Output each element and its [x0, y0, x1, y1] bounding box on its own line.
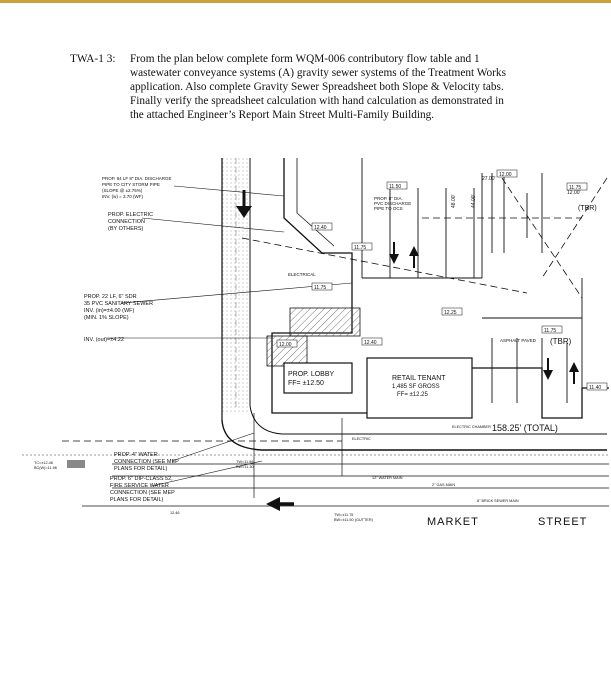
- svg-text:12.00: 12.00: [279, 342, 292, 348]
- svg-text:BC(W)=11.96: BC(W)=11.96: [34, 466, 57, 470]
- svg-text:PIPE TO OCS: PIPE TO OCS: [374, 206, 403, 211]
- svg-text:12.40: 12.40: [364, 340, 377, 346]
- svg-text:11.75: 11.75: [354, 245, 367, 251]
- street-name-right: STREET: [538, 516, 588, 528]
- svg-text:PIPE TO CITY STORM PIPE: PIPE TO CITY STORM PIPE: [102, 182, 160, 187]
- svg-text:ELECTRIC: ELECTRIC: [352, 437, 371, 441]
- question-text: [70, 52, 550, 122]
- site-plan-drawing: [22, 158, 609, 536]
- question-line: From the plan below complete form WQM-006 contributory flow table and 1: [130, 53, 480, 65]
- svg-text:11.40: 11.40: [589, 385, 602, 391]
- svg-text:11.75: 11.75: [544, 328, 557, 334]
- tbr-mid-label: (TBR): [550, 337, 572, 346]
- svg-text:BW=±11.50 (GUTTER): BW=±11.50 (GUTTER): [334, 518, 373, 522]
- svg-text:BW=11.30: BW=11.30: [236, 465, 254, 469]
- svg-text:INV. (in)=±4.00 (WF): INV. (in)=±4.00 (WF): [84, 308, 135, 314]
- dim-27: 27.00': [482, 176, 496, 182]
- retail-ff: FF= ±12.25: [397, 392, 428, 398]
- electrical-label: ELECTRICAL: [288, 272, 316, 277]
- svg-text:11.75: 11.75: [569, 185, 582, 191]
- dim-44: 44.00': [471, 194, 477, 208]
- svg-text:CONNECTION (SEE MEP: CONNECTION (SEE MEP: [110, 490, 175, 496]
- svg-text:8" BRICK SEWER MAIN: 8" BRICK SEWER MAIN: [477, 499, 519, 503]
- svg-text:12.25: 12.25: [444, 310, 457, 316]
- svg-text:ELECTRIC CHAMBER: ELECTRIC CHAMBER: [452, 425, 491, 429]
- svg-text:INV. (w) = 3.70 (WF): INV. (w) = 3.70 (WF): [102, 194, 143, 199]
- svg-text:PVC DISCHARGE: PVC DISCHARGE: [374, 201, 412, 206]
- inv-out-label: INV. (out)=±4.22: [84, 337, 124, 343]
- question-body: [130, 52, 550, 122]
- question-line: application. Also complete Gravity Sewer Spreadsheet both Slope & Velocity tabs.: [130, 81, 504, 93]
- total-dimension: 158.25' (TOTAL): [492, 423, 558, 433]
- svg-text:FIRE SERVICE WATER: FIRE SERVICE WATER: [110, 483, 169, 489]
- svg-text:CONNECTION (SEE MEP: CONNECTION (SEE MEP: [114, 459, 179, 465]
- svg-text:(SLOPE @ ±2.75%): (SLOPE @ ±2.75%): [102, 188, 143, 193]
- street-name-left: MARKET: [427, 516, 479, 528]
- top-accent-bar: [0, 0, 611, 3]
- retail-label: RETAIL TENANT: [392, 375, 446, 382]
- svg-text:PROP. 84 LF 8" DIA. DISCHARGE: PROP. 84 LF 8" DIA. DISCHARGE: [102, 176, 172, 181]
- svg-text:11.50: 11.50: [389, 184, 402, 190]
- site-plan-svg: [22, 158, 609, 536]
- svg-text:12.40: 12.40: [314, 225, 327, 231]
- callout-8dia: [374, 196, 411, 211]
- callout-electric: [108, 212, 153, 232]
- svg-text:PROP. ELECTRIC: PROP. ELECTRIC: [108, 212, 154, 218]
- svg-text:12" WATER MAIN: 12" WATER MAIN: [372, 476, 403, 480]
- asphalt-label: ASPHALT PAVED: [500, 338, 536, 343]
- svg-text:11.75: 11.75: [314, 285, 327, 291]
- hatched-area: [290, 308, 360, 336]
- question-line: Finally verify the spreadsheet calculation with hand calculation as demonstrated in: [130, 95, 504, 107]
- lobby-box: [284, 363, 352, 393]
- svg-text:12.00: 12.00: [499, 172, 512, 178]
- svg-text:TW=±11.75: TW=±11.75: [334, 513, 354, 517]
- svg-text:PLANS FOR DETAIL): PLANS FOR DETAIL): [110, 497, 164, 503]
- svg-text:12.46: 12.46: [170, 511, 180, 515]
- callout-water: [114, 452, 179, 472]
- question-number: TWA-1 3:: [70, 53, 116, 65]
- callout-discharge: [102, 176, 172, 199]
- dim-12: 12.00': [567, 190, 581, 196]
- callout-fire: [110, 476, 175, 503]
- svg-text:(BY OTHERS): (BY OTHERS): [108, 226, 144, 232]
- svg-text:PROP. 8" DIA.: PROP. 8" DIA.: [374, 196, 403, 201]
- svg-text:(MIN. 1% SLOPE): (MIN. 1% SLOPE): [84, 315, 129, 321]
- svg-text:35 PVC SANITARY SEWER: 35 PVC SANITARY SEWER: [84, 301, 154, 307]
- svg-text:CONNECTION: CONNECTION: [108, 219, 145, 225]
- lobby-ff: FF= ±12.50: [288, 380, 324, 387]
- question-line: wastewater conveyance systems (A) gravity sewer systems of the Treatment Works: [130, 67, 506, 79]
- svg-text:PROP. 22 LF, 6" SDR: PROP. 22 LF, 6" SDR: [84, 294, 137, 300]
- tbr-top-label: (TBR): [578, 205, 597, 212]
- question-line: the attached Engineer’s Report Main Street Multi-Family Building.: [130, 109, 435, 121]
- svg-text:PLANS FOR DETAIL): PLANS FOR DETAIL): [114, 466, 168, 472]
- svg-text:TW=11.96: TW=11.96: [236, 460, 254, 464]
- retail-sf: 1,485 SF GROSS: [392, 384, 440, 390]
- dim-48: 48.00': [451, 194, 457, 208]
- svg-text:2" GAS MAIN: 2" GAS MAIN: [432, 483, 456, 487]
- lobby-label: PROP. LOBBY: [288, 371, 335, 378]
- svg-text:PROP. 4" WATER: PROP. 4" WATER: [114, 452, 158, 458]
- svg-text:PROP. 6" DIP-CLASS 52,: PROP. 6" DIP-CLASS 52,: [110, 476, 173, 482]
- callout-sanitary: [84, 294, 153, 321]
- svg-text:TC=±12.46: TC=±12.46: [34, 461, 53, 465]
